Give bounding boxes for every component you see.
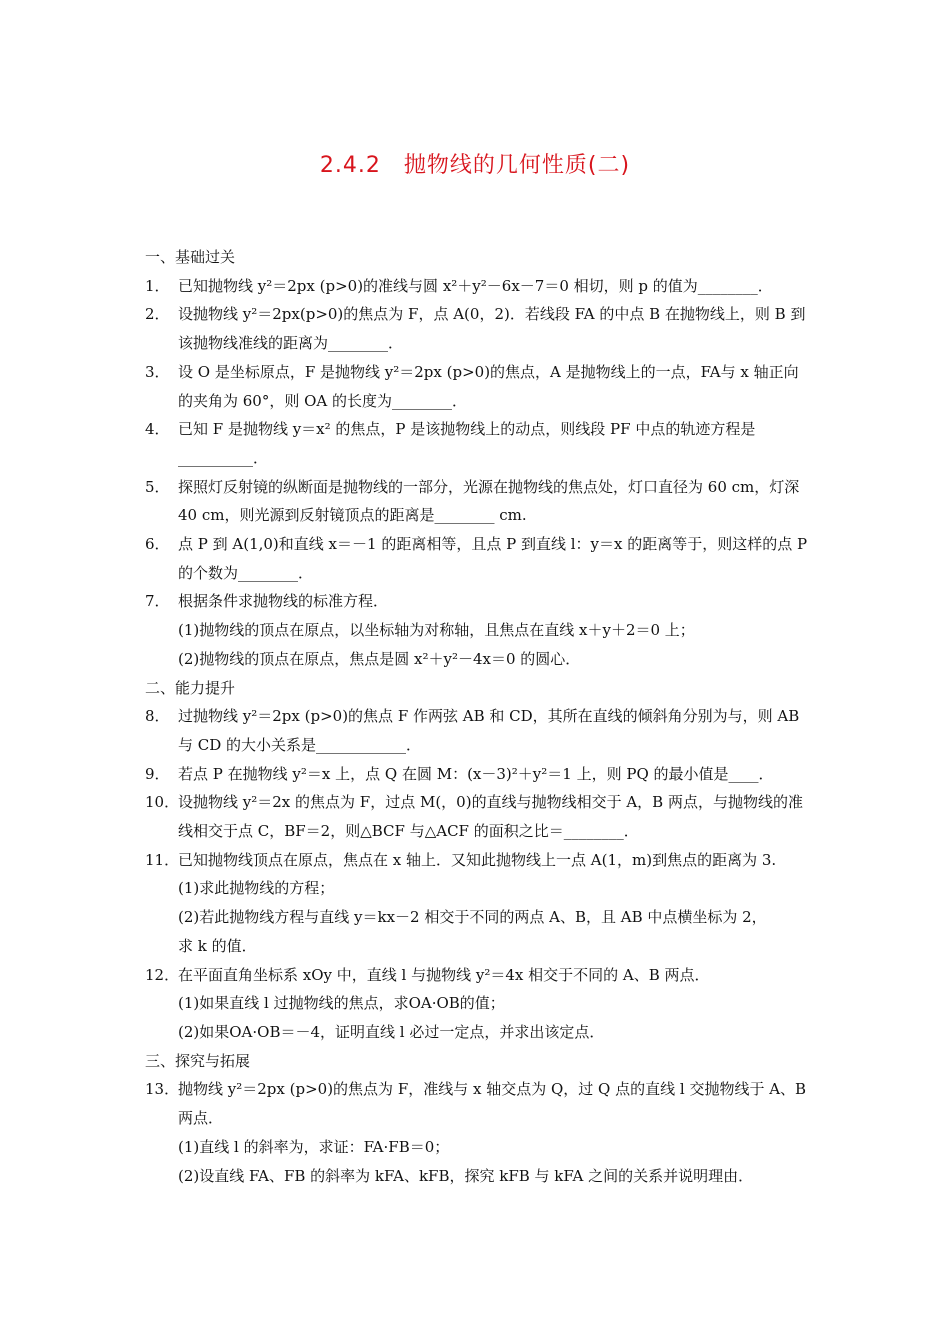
problem-9 <box>145 760 810 789</box>
problem-number: 11． <box>145 850 180 869</box>
section-heading: 三、探究与拓展 <box>145 1051 251 1070</box>
sub-question: (1)直线 l 的斜率为，求证：FA·FB＝0； <box>178 1137 450 1156</box>
problem-text: 过抛物线 y²＝2px (p>0)的焦点 F 作两弦 AB 和 CD，其所在直线的倾斜角分别为与，则 AB 与 CD 的大小关系是____________． <box>178 707 800 754</box>
problem-3 <box>145 358 810 415</box>
problem-number: 12． <box>145 965 180 984</box>
problem-text: 探照灯反射镜的纵断面是抛物线的一部分，光源在抛物线的焦点处，灯口直径为 60 cm，灯深 40 cm，则光源到反射镜顶点的距离是________ cm. <box>178 477 800 525</box>
problem-number: 2． <box>145 305 170 324</box>
problem-text: 设 O 是坐标原点，F 是抛物线 y²＝2px (p>0)的焦点，A 是抛物线上的一点，FA与 x 轴正向的夹角为 60°，则 OA 的长度为________． <box>178 362 799 410</box>
problem-number: 13． <box>145 1080 180 1099</box>
section-heading: 二、能力提升 <box>145 678 236 697</box>
problem-10 <box>145 788 810 845</box>
problem-2 <box>145 300 810 357</box>
problem-7 <box>145 587 810 673</box>
problem-number: 10． <box>145 793 180 812</box>
page-title: 2.4.2 抛物线的几何性质(二) <box>319 153 631 178</box>
problem-8 <box>145 702 810 759</box>
sub-question: (2)抛物线的顶点在原点，焦点是圆 x²＋y²－4x＝0 的圆心． <box>178 649 581 668</box>
problem-text: 在平面直角坐标系 xOy 中，直线 l 与抛物线 y²＝4x 相交于不同的 A、B 两点． <box>178 965 710 984</box>
section-basic <box>145 243 810 674</box>
sub-question: (1)求此抛物线的方程； <box>178 879 335 898</box>
problem-text: 设抛物线 y²＝2px(p>0)的焦点为 F，点 A(0，2)．若线段 FA 的中点 B 在抛物线上，则 B 到该抛物线准线的距离为________． <box>178 305 806 353</box>
problem-number: 7． <box>145 592 170 611</box>
problem-text: 点 P 到 A(1,0)和直线 x＝－1 的距离相等，且点 P 到直线 l：y＝x 的距离等于，则这样的点 P 的个数为________． <box>178 535 808 582</box>
exercise-body <box>145 243 810 1190</box>
problem-number: 1． <box>145 276 170 295</box>
problem-text: 已知抛物线 y²＝2px (p>0)的准线与圆 x²＋y²－6x－7＝0 相切，则 p 的值为________． <box>178 276 773 295</box>
problem-number: 8． <box>145 707 170 726</box>
sub-question: (2)设直线 FA、FB 的斜率为 kFA、kFB，探究 kFB 与 kFA 之间的关系并说明理由． <box>178 1166 754 1185</box>
problem-6 <box>145 530 810 587</box>
problem-1 <box>145 272 810 301</box>
section-advanced <box>145 674 810 1047</box>
section-extension <box>145 1047 810 1191</box>
problem-number: 5． <box>145 477 170 496</box>
problem-text: 已知 F 是抛物线 y＝x² 的焦点，P 是该抛物线上的动点，则线段 PF 中点的轨迹方程是__________． <box>178 420 756 467</box>
problem-text: 抛物线 y²＝2px (p>0)的焦点为 F，准线与 x 轴交点为 Q，过 Q 点的直线 l 交抛物线于 A、B 两点． <box>178 1080 807 1128</box>
problem-number: 3． <box>145 362 170 381</box>
sub-question: (1)抛物线的顶点在原点，以坐标轴为对称轴，且焦点在直线 x＋y＋2＝0 上； <box>178 621 695 640</box>
problem-number: 6． <box>145 535 170 554</box>
problem-text: 已知抛物线顶点在原点，焦点在 x 轴上．又知此抛物线上一点 A(1，m)到焦点的距离为 3. <box>178 850 777 869</box>
problem-number: 9． <box>145 764 170 783</box>
problem-12 <box>145 961 810 1047</box>
problem-11 <box>145 846 810 961</box>
section-heading: 一、基础过关 <box>145 248 236 266</box>
sub-question: 求 k 的值． <box>178 936 257 955</box>
problem-13 <box>145 1075 810 1190</box>
sub-question: (2)如果OA·OB＝－4，证明直线 l 必过一定点，并求出该定点． <box>178 1022 605 1041</box>
sub-question: (1)如果直线 l 过抛物线的焦点，求OA·OB的值； <box>178 994 505 1013</box>
problem-4 <box>145 415 810 472</box>
sub-question: (2)若此抛物线方程与直线 y＝kx－2 相交于不同的两点 A、B，且 AB 中点横坐标为 2， <box>178 908 767 927</box>
problem-5 <box>145 473 810 530</box>
problem-text: 若点 P 在抛物线 y²＝x 上，点 Q 在圆 M：(x－3)²＋y²＝1 上，则 PQ 的最小值是____． <box>178 764 774 783</box>
problem-text: 设抛物线 y²＝2x 的焦点为 F，过点 M(，0)的直线与抛物线相交于 A，B 两点，与抛物线的准线相交于点 C，BF＝2，则△BCF 与△ACF 的面积之比＝________． <box>178 793 803 841</box>
problem-number: 4． <box>145 420 170 439</box>
problem-text: 根据条件求抛物线的标准方程． <box>178 592 389 611</box>
